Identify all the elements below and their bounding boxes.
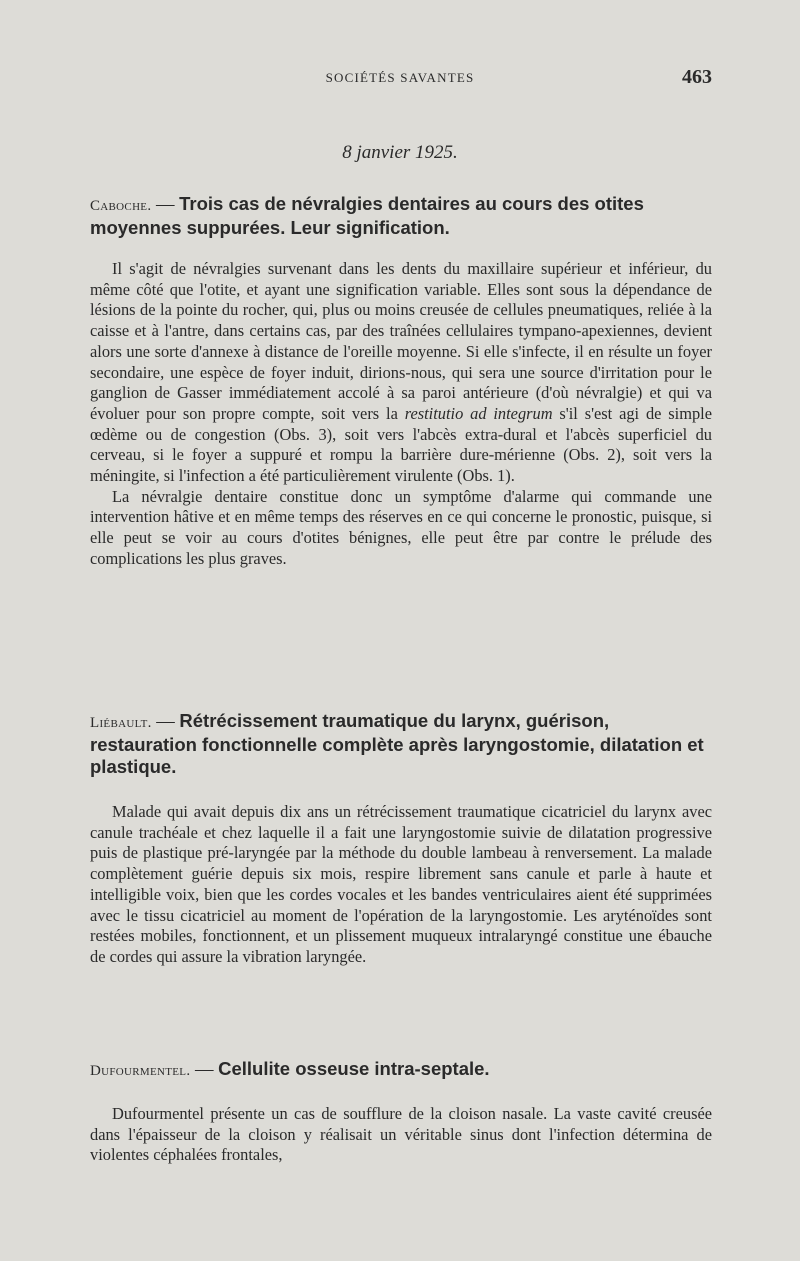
communication-liebault bbox=[90, 710, 712, 968]
heading-dash: — bbox=[151, 195, 180, 215]
communication-body bbox=[90, 802, 712, 968]
communication-heading bbox=[90, 710, 712, 778]
author-name: Caboche. bbox=[90, 198, 152, 214]
paragraph-text: Dufourmentel présente un cas de soufflure de la cloison nasale. La vaste cavité creusée dans l'épaisseur de la cloison y réalisait un véritable sinus dont l'infection détermina de violentes céphalées frontales, bbox=[90, 1104, 712, 1165]
communication-caboche bbox=[90, 193, 712, 570]
paragraph bbox=[90, 259, 712, 487]
paragraph bbox=[90, 1104, 712, 1166]
paragraph-text: Il s'agit de névralgies survenant dans les dents du maxillaire supérieur et inférieur, du même côté que l'otite, et ayant une signification variable. Elles sont sous la dépendance de lésions de la pointe du rocher, qui, plus ou moins creusée de cellules pneumatiques, reliée à la caisse et à l'antre, dans certains cas, par des traînées cellulaires tympano-apexiennes, devient alors une sorte d'annexe à distance de l'oreille moyenne. Si elle s'infecte, il en résulte un foyer secondaire, une espèce de foyer induit, dirions-nous, qui sera une source d'irritation pour le ganglion de Gasser immédiatement accolé à sa paroi antérieure (d'où névralgie) et qui va évoluer pour son propre compte, soit vers la bbox=[90, 259, 712, 423]
page-number: 463 bbox=[682, 66, 712, 88]
author-name: Liébault. bbox=[90, 715, 152, 731]
communication-body bbox=[90, 1104, 712, 1166]
communication-heading bbox=[90, 1058, 712, 1082]
latin-phrase: restitutio ad integrum bbox=[404, 403, 553, 423]
running-head: SOCIÉTÉS SAVANTES bbox=[325, 70, 475, 85]
communication-body bbox=[90, 259, 712, 570]
page-header bbox=[0, 66, 800, 90]
paragraph-text: Malade qui avait depuis dix ans un rétrécissement traumatique cicatriciel du larynx avec canule trachéale et chez laquelle il a fait une laryngostomie suivie de dilatation progressive puis de plastique pré-laryngée par la méthode du double lambeau à renversement. La malade complètement guérie depuis six mois, respire librement sans canule et parle à haute et intelligible voix, bien que les cordes vocales et les bandes ventriculaires aient été supprimées avec le tissu cicatriciel au moment de l'opération de la laryngostomie. Les aryténoïdes sont restées mobiles, fonctionnent, et un plissement muqueux intralaryngé constitue une ébauche de cordes qui assure la vibration laryngée. bbox=[90, 802, 712, 966]
communication-title: Trois cas de névralgies dentaires au cours des otites moyennes suppurées. Leur signification. bbox=[90, 193, 644, 238]
communication-heading bbox=[90, 193, 712, 239]
paragraph bbox=[90, 802, 712, 968]
author-name: Dufourmentel. bbox=[90, 1063, 191, 1079]
communication-dufourmentel bbox=[90, 1058, 712, 1166]
paragraph-text: La névralgie dentaire constitue donc un symptôme d'alarme qui commande une intervention hâtive et en même temps des réserves en ce qui concerne le pronostic, puisque, si elle peut se voir au cours d'otites bénignes, elle peut être par contre le prélude des complications les plus graves. bbox=[90, 486, 712, 568]
meeting-date: 8 janvier 1925. bbox=[342, 142, 458, 163]
communication-title: Cellulite osseuse intra-septale. bbox=[218, 1058, 490, 1079]
heading-dash: — bbox=[151, 712, 180, 732]
paragraph bbox=[90, 487, 712, 570]
heading-dash: — bbox=[190, 1060, 219, 1080]
paragraph-text: s'il s'est agi de simple œdème ou de congestion (Obs. 3), soit vers l'abcès extra-dural et l'abcès superficiel du cerveau, si le foyer a suppuré et rompu la barrière dure-mérienne (Obs. 2), soit vers la méningite, si l'infection a été particulièrement virulente (Obs. 1). bbox=[90, 403, 712, 486]
communication-title: Rétrécissement traumatique du larynx, guérison, restauration fonctionnelle complète après laryngostomie, dilatation et plastique. bbox=[90, 710, 704, 777]
